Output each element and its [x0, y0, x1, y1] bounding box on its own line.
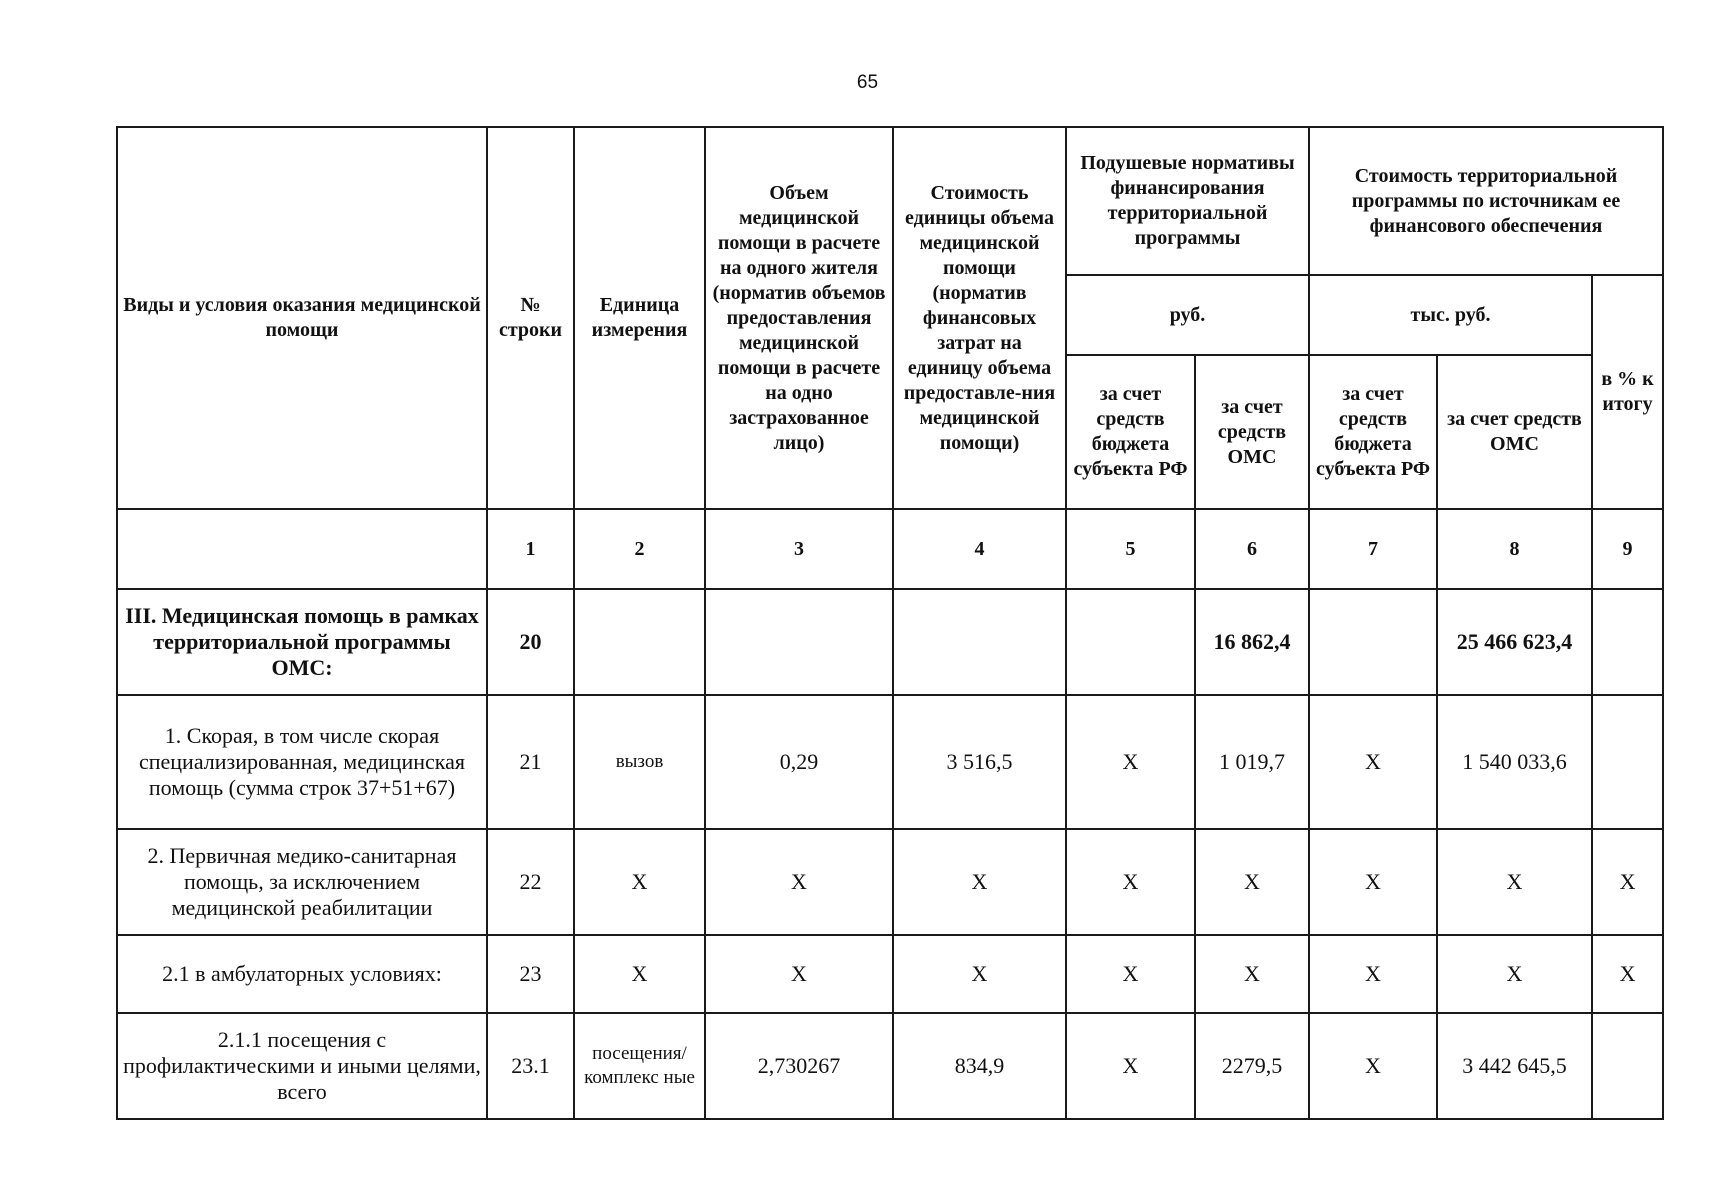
row-number: 20	[487, 589, 574, 695]
row-budget-thousand: X	[1309, 829, 1437, 935]
row-number: 23.1	[487, 1013, 574, 1119]
row-budget-thousand: X	[1309, 935, 1437, 1013]
row-budget-rub: X	[1066, 695, 1195, 829]
column-number: 7	[1309, 509, 1437, 589]
header-unit-thousand-rub: тыс. руб.	[1309, 275, 1592, 355]
row-oms-thousand: X	[1437, 935, 1592, 1013]
row-budget-rub: X	[1066, 935, 1195, 1013]
row-number: 23	[487, 935, 574, 1013]
row-number: 21	[487, 695, 574, 829]
header-per-capita-group: Подушевые нормативы финансирования территориальной программы	[1066, 127, 1309, 275]
row-budget-rub	[1066, 589, 1195, 695]
header-oms-rub: за счет средств ОМС	[1195, 355, 1309, 509]
row-volume: X	[705, 829, 893, 935]
column-number: 2	[574, 509, 705, 589]
row-oms-rub: X	[1195, 829, 1309, 935]
row-percent	[1592, 589, 1663, 695]
row-name: 1. Скорая, в том числе скорая специализированная, медицинская помощь (сумма строк 37+51+67)	[117, 695, 487, 829]
row-unit-cost	[893, 589, 1066, 695]
row-volume: X	[705, 935, 893, 1013]
row-budget-thousand	[1309, 589, 1437, 695]
column-number: 9	[1592, 509, 1663, 589]
table-row	[117, 829, 1663, 935]
table-row	[117, 1013, 1663, 1119]
row-volume: 2,730267	[705, 1013, 893, 1119]
table-row	[117, 935, 1663, 1013]
column-number	[117, 509, 487, 589]
column-number: 4	[893, 509, 1066, 589]
header-volume: Объем медицинской помощи в расчете на одного жителя (норматив объемов предоставления медицинской помощи в расчете на одно застрахованное лицо)	[705, 127, 893, 509]
header-oms-thousand: за счет средств ОМС	[1437, 355, 1592, 509]
header-program-cost-group: Стоимость территориальной программы по источникам ее финансового обеспечения	[1309, 127, 1663, 275]
column-number-row	[117, 509, 1663, 589]
financing-table	[116, 126, 1664, 1120]
row-oms-rub: 16 862,4	[1195, 589, 1309, 695]
header-unit-cost: Стоимость единицы объема медицинской помощи (норматив финансовых затрат на единицу объема предоставле-ния медицинской помощи)	[893, 127, 1066, 509]
header-type: Виды и условия оказания медицинской помощи	[117, 127, 487, 509]
column-number: 6	[1195, 509, 1309, 589]
row-number: 22	[487, 829, 574, 935]
table-row	[117, 695, 1663, 829]
row-name: 2.1 в амбулаторных условиях:	[117, 935, 487, 1013]
row-percent	[1592, 1013, 1663, 1119]
row-oms-thousand: 25 466 623,4	[1437, 589, 1592, 695]
row-percent	[1592, 695, 1663, 829]
column-number: 5	[1066, 509, 1195, 589]
row-unit-cost: X	[893, 829, 1066, 935]
column-number: 1	[487, 509, 574, 589]
row-unit: посещения/ комплекс ные	[574, 1013, 705, 1119]
row-budget-rub: X	[1066, 829, 1195, 935]
header-budget-thousand: за счет средств бюджета субъекта РФ	[1309, 355, 1437, 509]
row-name: 2.1.1 посещения с профилактическими и иными целями, всего	[117, 1013, 487, 1119]
row-budget-rub: X	[1066, 1013, 1195, 1119]
header-row-1	[117, 127, 1663, 275]
header-budget-rub: за счет средств бюджета субъекта РФ	[1066, 355, 1195, 509]
row-unit	[574, 589, 705, 695]
header-unit-rub: руб.	[1066, 275, 1309, 355]
row-unit-cost: 834,9	[893, 1013, 1066, 1119]
row-unit-cost: 3 516,5	[893, 695, 1066, 829]
row-oms-rub: 1 019,7	[1195, 695, 1309, 829]
row-budget-thousand: X	[1309, 695, 1437, 829]
table-row	[117, 589, 1663, 695]
header-row-number: № строки	[487, 127, 574, 509]
row-unit: вызов	[574, 695, 705, 829]
row-unit: X	[574, 829, 705, 935]
row-name: 2. Первичная медико-санитарная помощь, за исключением медицинской реабилитации	[117, 829, 487, 935]
row-volume: 0,29	[705, 695, 893, 829]
row-unit: X	[574, 935, 705, 1013]
header-percent-total: в % к итогу	[1592, 275, 1663, 509]
row-oms-rub: 2279,5	[1195, 1013, 1309, 1119]
row-oms-thousand: 3 442 645,5	[1437, 1013, 1592, 1119]
page-number: 65	[856, 72, 879, 93]
header-unit: Единица измерения	[574, 127, 705, 509]
row-percent: X	[1592, 829, 1663, 935]
row-oms-thousand: X	[1437, 829, 1592, 935]
row-name: III. Медицинская помощь в рамках территориальной программы ОМС:	[117, 589, 487, 695]
row-budget-thousand: X	[1309, 1013, 1437, 1119]
column-number: 8	[1437, 509, 1592, 589]
row-oms-thousand: 1 540 033,6	[1437, 695, 1592, 829]
column-number: 3	[705, 509, 893, 589]
row-oms-rub: X	[1195, 935, 1309, 1013]
row-volume	[705, 589, 893, 695]
row-unit-cost: X	[893, 935, 1066, 1013]
row-percent: X	[1592, 935, 1663, 1013]
